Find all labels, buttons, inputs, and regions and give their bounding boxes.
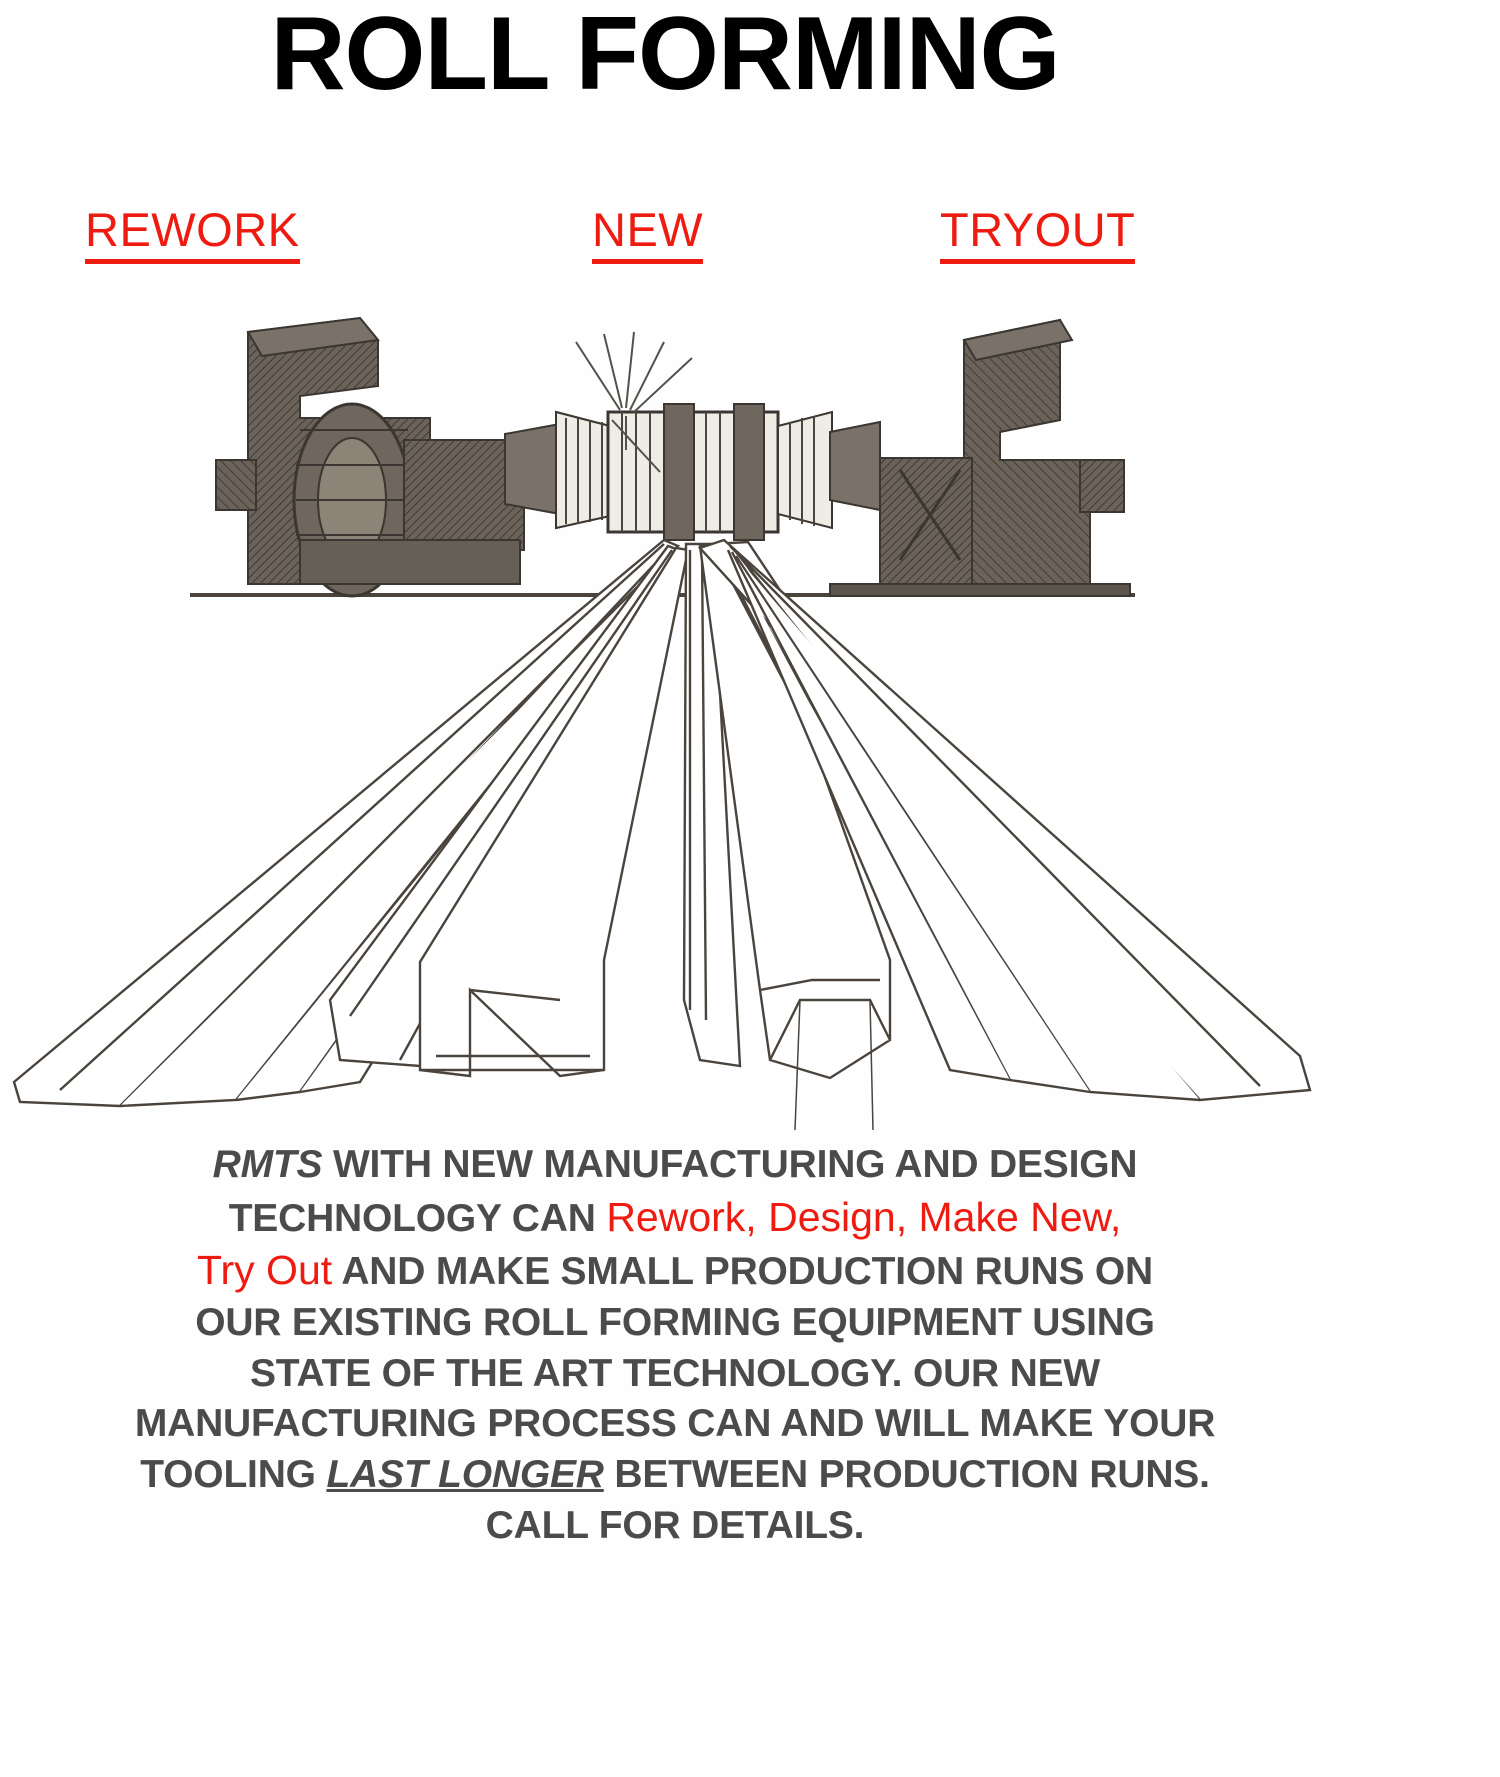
body-line-3-highlight: Try Out [196, 1247, 333, 1294]
body-line-2-highlight: Rework, Design, Make New, [606, 1193, 1122, 1240]
page-title: ROLL FORMING [270, 0, 1060, 112]
body-line-1-rest: WITH NEW MANUFACTURING AND DESIGN [322, 1143, 1138, 1186]
body-line-8: CALL FOR DETAILS. [485, 1503, 865, 1547]
body-paragraph [60, 1140, 1290, 1552]
body-line-5: STATE OF THE ART TECHNOLOGY. OUR NEW [249, 1351, 1101, 1395]
category-label-new: NEW [592, 205, 703, 264]
category-label-rework: REWORK [85, 205, 300, 264]
body-line-1 [60, 1140, 1290, 1191]
body-line-7-lead: TOOLING [140, 1453, 327, 1497]
body-line-2-lead: TECHNOLOGY CAN [228, 1196, 607, 1240]
category-label-tryout: TRYOUT [940, 205, 1135, 264]
formed-profiles-group [14, 540, 1310, 1130]
last-longer-emphasis: LAST LONGER [326, 1453, 604, 1497]
body-line-7 [60, 1450, 1290, 1501]
rmts-abbreviation: RMTS [212, 1143, 323, 1186]
body-line-3-rest: AND MAKE SMALL PRODUCTION RUNS ON [332, 1250, 1154, 1294]
body-line-4: OUR EXISTING ROLL FORMING EQUIPMENT USING [195, 1301, 1155, 1345]
body-line-7-rest: BETWEEN PRODUCTION RUNS. [603, 1453, 1210, 1497]
body-line-6: MANUFACTURING PROCESS CAN AND WILL MAKE YOUR [134, 1402, 1216, 1446]
roll-forming-illustration [0, 300, 1340, 1130]
body-line-2 [60, 1191, 1290, 1245]
body-line-3 [60, 1244, 1290, 1298]
